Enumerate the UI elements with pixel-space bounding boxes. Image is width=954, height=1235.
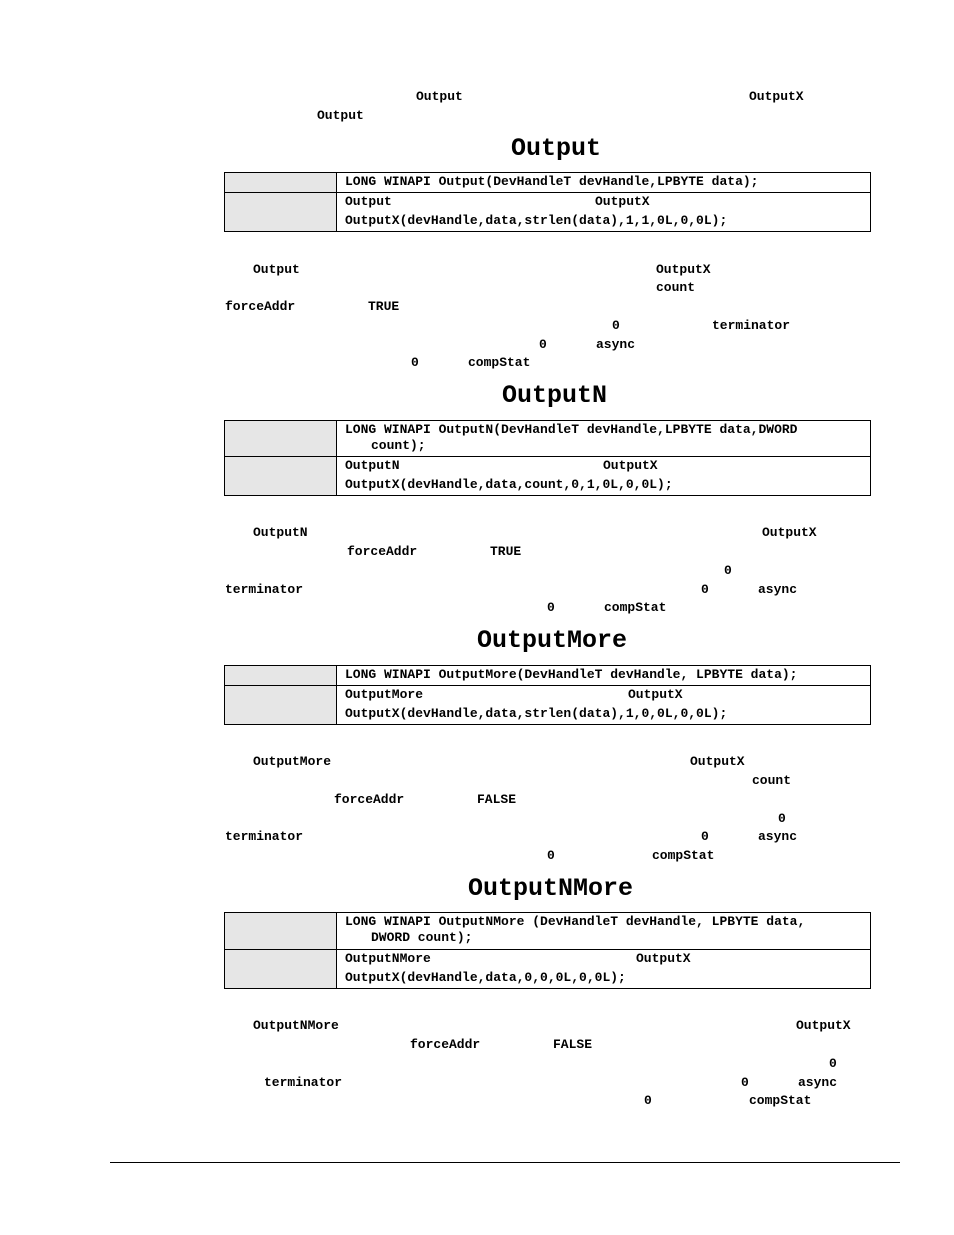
para-word: 0	[701, 829, 709, 844]
equivalent-cell	[337, 193, 870, 231]
row-label-cell	[225, 193, 337, 231]
para-word: TRUE	[368, 299, 400, 314]
section-heading: OutputNMore	[468, 874, 634, 903]
function-table	[224, 665, 871, 725]
para-word: 0	[778, 811, 786, 826]
row-label-cell	[225, 173, 337, 192]
function-table	[224, 912, 871, 989]
para-word: 0	[547, 848, 555, 863]
para-word: forceAddr	[347, 544, 418, 559]
para-word: compStat	[604, 600, 667, 615]
para-word: async	[798, 1075, 838, 1090]
equivalent-cell	[337, 686, 870, 724]
para-word: async	[758, 829, 798, 844]
para-word: forceAddr	[334, 792, 405, 807]
section-heading: Output	[511, 134, 602, 163]
para-word: 0	[612, 318, 620, 333]
row-label-cell	[225, 950, 337, 988]
row-label-cell	[225, 421, 337, 456]
para-word: count	[656, 280, 696, 295]
prototype-text-cont: count);	[371, 438, 426, 453]
row-label-cell	[225, 913, 337, 949]
para-word: forceAddr	[410, 1037, 481, 1052]
equiv-call: OutputX(devHandle,data,count,0,1,0L,0,0L);	[345, 477, 673, 492]
section-heading: OutputMore	[477, 626, 628, 655]
row-label-cell	[225, 666, 337, 685]
prototype-cell	[337, 913, 870, 949]
para-word: OutputX	[796, 1018, 851, 1033]
prototype-text-cont: DWORD count);	[371, 930, 473, 945]
para-word: compStat	[749, 1093, 812, 1108]
para-word: 0	[539, 337, 547, 352]
prototype-row	[225, 913, 870, 949]
para-word: terminator	[225, 582, 304, 597]
para-word: OutputX	[762, 525, 817, 540]
para-word: FALSE	[477, 792, 517, 807]
para-word: forceAddr	[225, 299, 296, 314]
para-word: 0	[829, 1056, 837, 1071]
para-word: async	[596, 337, 636, 352]
prototype-row	[225, 421, 870, 456]
intro-word: Output	[317, 108, 364, 123]
equiv-name: OutputMore	[345, 687, 424, 702]
para-word: TRUE	[490, 544, 522, 559]
equivalent-row	[225, 456, 870, 495]
function-table	[224, 172, 871, 232]
prototype-cell	[337, 173, 870, 192]
para-word: 0	[547, 600, 555, 615]
prototype-row	[225, 173, 870, 192]
para-word: 0	[724, 563, 732, 578]
equiv-ref: OutputX	[628, 687, 683, 702]
section-heading: OutputN	[502, 381, 608, 410]
equiv-call: OutputX(devHandle,data,strlen(data),1,1,0L,0,0L);	[345, 213, 728, 228]
prototype-text: LONG WINAPI OutputNMore (DevHandleT devHandle, LPBYTE data,	[345, 914, 806, 929]
para-word: OutputMore	[253, 754, 332, 769]
para-word: compStat	[652, 848, 715, 863]
prototype-text: LONG WINAPI Output(DevHandleT devHandle,LPBYTE data);	[345, 174, 759, 189]
para-word: OutputX	[656, 262, 711, 277]
para-word: OutputN	[253, 525, 308, 540]
para-word: 0	[701, 582, 709, 597]
equivalent-row	[225, 685, 870, 724]
para-word: Output	[253, 262, 300, 277]
para-word: terminator	[712, 318, 791, 333]
equivalent-cell	[337, 457, 870, 495]
para-word: 0	[411, 355, 419, 370]
para-word: OutputNMore	[253, 1018, 339, 1033]
prototype-text: LONG WINAPI OutputN(DevHandleT devHandle,LPBYTE data,DWORD	[345, 422, 798, 437]
prototype-text: LONG WINAPI OutputMore(DevHandleT devHandle, LPBYTE data);	[345, 667, 798, 682]
row-label-cell	[225, 686, 337, 724]
equiv-name: OutputN	[345, 458, 400, 473]
function-table	[224, 420, 871, 496]
equiv-name: Output	[345, 194, 392, 209]
equiv-ref: OutputX	[603, 458, 658, 473]
para-word: compStat	[468, 355, 531, 370]
equiv-ref: OutputX	[636, 951, 691, 966]
para-word: terminator	[264, 1075, 343, 1090]
prototype-row	[225, 666, 870, 685]
equiv-call: OutputX(devHandle,data,0,0,0L,0,0L);	[345, 970, 626, 985]
equivalent-row	[225, 949, 870, 988]
para-word: FALSE	[553, 1037, 593, 1052]
para-word: count	[752, 773, 792, 788]
equiv-name: OutputNMore	[345, 951, 431, 966]
equiv-call: OutputX(devHandle,data,strlen(data),1,0,0L,0,0L);	[345, 706, 728, 721]
para-word: OutputX	[690, 754, 745, 769]
intro-word: Output	[416, 89, 463, 104]
prototype-cell	[337, 421, 870, 456]
equiv-ref: OutputX	[595, 194, 650, 209]
equivalent-row	[225, 192, 870, 231]
footer-rule	[110, 1162, 900, 1163]
equivalent-cell	[337, 950, 870, 988]
prototype-cell	[337, 666, 870, 685]
intro-word: OutputX	[749, 89, 804, 104]
row-label-cell	[225, 457, 337, 495]
para-word: terminator	[225, 829, 304, 844]
para-word: async	[758, 582, 798, 597]
para-word: 0	[644, 1093, 652, 1108]
para-word: 0	[741, 1075, 749, 1090]
